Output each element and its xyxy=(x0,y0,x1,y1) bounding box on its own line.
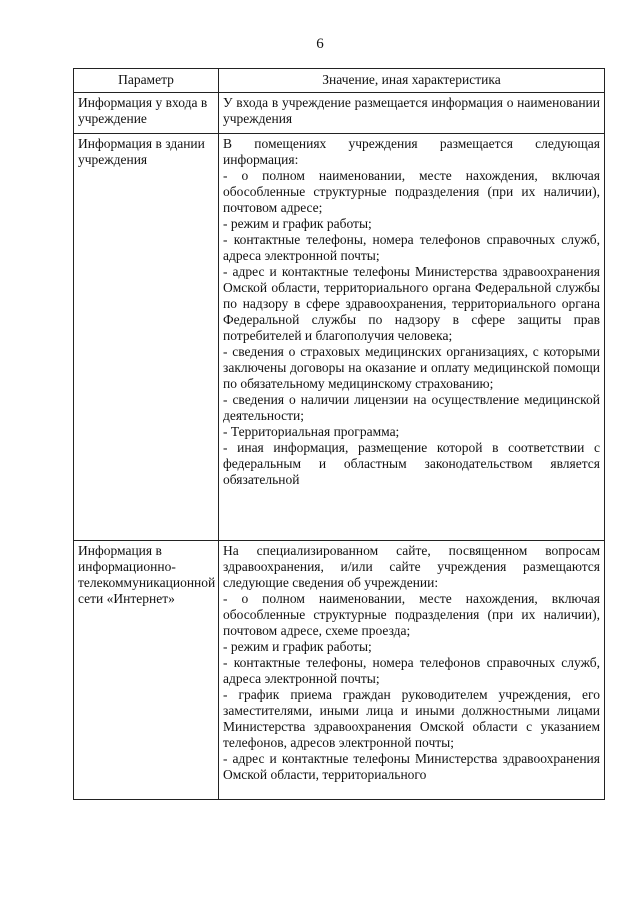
value-paragraph: - контактные телефоны, номера телефонов справочных служб, адреса электронной почты; xyxy=(223,655,600,686)
row-value xyxy=(219,134,605,541)
value-paragraph: У входа в учреждение размещается информация о наименовании учреждения xyxy=(223,95,600,126)
value-paragraph: В помещениях учреждения размещается следующая информация: xyxy=(223,136,600,167)
header-parameter: Параметр xyxy=(74,69,219,93)
row-parameter: Информация в здании учреждения xyxy=(74,134,219,541)
row-parameter: Информация в информационно-телекоммуникационной сети «Интернет» xyxy=(74,541,219,800)
header-value: Значение, иная характеристика xyxy=(219,69,605,93)
value-paragraph: На специализированном сайте, посвященном вопросам здравоохранения, и/или сайте учреждения размещаются следующие сведения об учреждении: xyxy=(223,543,600,590)
table-header-row xyxy=(74,69,605,93)
page-number: 6 xyxy=(316,36,324,52)
value-paragraph: - режим и график работы; xyxy=(223,639,372,654)
table-row xyxy=(74,93,605,134)
value-paragraph: - о полном наименовании, месте нахождения, включая обособленные структурные подразделения (при их наличии), почтовом адресе; xyxy=(223,168,600,215)
value-paragraph: - Территориальная программа; xyxy=(223,424,400,439)
value-paragraph: - сведения о страховых медицинских организациях, с которыми заключены договоры на оказание и оплату медицинской помощи по обязательному медицинскому страхованию; xyxy=(223,344,600,391)
value-paragraph: - адрес и контактные телефоны Министерства здравоохранения Омской области, территориального органа Федеральной службы по надзору в сфере здравоохранения, территориального органа Федеральной службы по надзору в сфере защиты прав потребителей и благополучия человека; xyxy=(223,264,600,343)
value-paragraph: - адрес и контактные телефоны Министерства здравоохранения Омской области, территориального xyxy=(223,751,600,782)
info-table xyxy=(73,68,605,800)
row-parameter: Информация у входа в учреждение xyxy=(74,93,219,134)
value-paragraph: - сведения о наличии лицензии на осуществление медицинской деятельности; xyxy=(223,392,600,423)
row-value xyxy=(219,93,605,134)
value-paragraph: - график приема граждан руководителем учреждения, его заместителями, иными лица и иными должностными лицами Министерства здравоохранения Омской области с указанием телефонов, адресов электронной почты; xyxy=(223,687,600,750)
value-paragraph: - контактные телефоны, номера телефонов справочных служб, адреса электронной почты; xyxy=(223,232,600,263)
row-value xyxy=(219,541,605,800)
table-row xyxy=(74,134,605,541)
table-row xyxy=(74,541,605,800)
value-paragraph: - о полном наименовании, месте нахождения, включая обособленные структурные подразделения (при их наличии), почтовом адресе, схеме проезда; xyxy=(223,591,600,638)
value-paragraph: - иная информация, размещение которой в соответствии с федеральным и областным законодательством является обязательной xyxy=(223,440,600,487)
value-paragraph: - режим и график работы; xyxy=(223,216,372,231)
